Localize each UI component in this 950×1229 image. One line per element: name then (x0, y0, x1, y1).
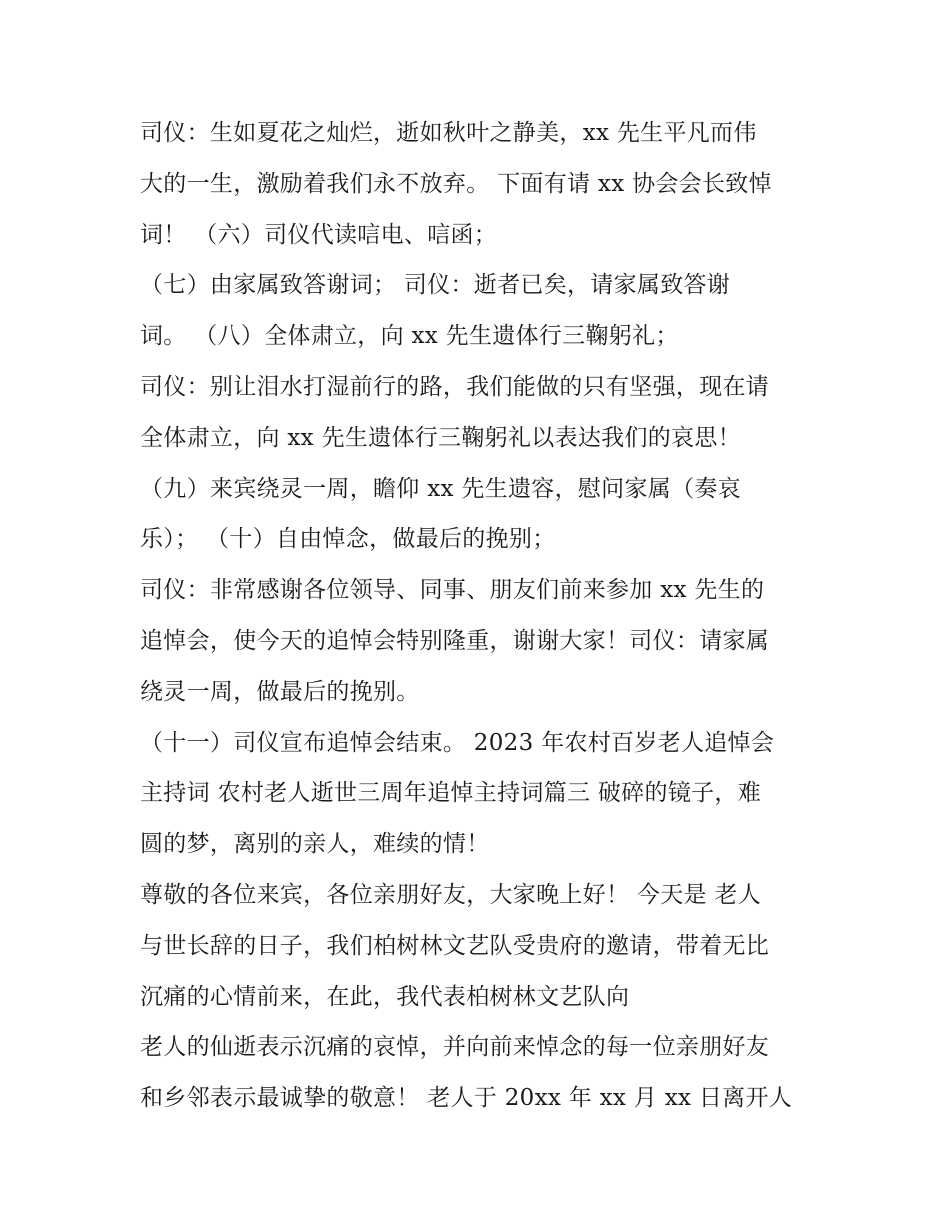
text-line: 与世长辞的日子，我们柏树林文艺队受贵府的邀请，带着无比 (140, 932, 770, 959)
text-line: 沉痛的心情前来，在此，我代表柏树林文艺队向 (140, 983, 630, 1010)
text-line: 司仪：别让泪水打湿前行的路，我们能做的只有坚强，现在请 (140, 373, 770, 400)
text-line: 圆的梦，离别的亲人，难续的情！ (140, 831, 490, 858)
text-line: 词。 （八）全体肃立，向 xx 先生遗体行三鞠躬礼； (140, 323, 679, 350)
text-line: 尊敬的各位来宾，各位亲朋好友，大家晚上好！ 今天是 老人 (140, 881, 762, 908)
text-line: （十一）司仪宣布追悼会结束。 2023 年农村百岁老人追悼会 (140, 729, 775, 756)
text-line: 司仪：生如夏花之灿烂，逝如秋叶之静美，xx 先生平凡而伟 (140, 120, 757, 146)
text-line: 全体肃立，向 xx 先生遗体行三鞠躬礼以表达我们的哀思！ (140, 424, 741, 451)
text-line: 大的一生，激励着我们永不放弃。 下面有请 xx 协会会长致悼 (140, 170, 772, 197)
body-text (140, 108, 840, 1124)
text-line: （七）由家属致答谢词； 司仪：逝者已矣，请家属致答谢 (140, 272, 731, 299)
text-line: 主持词 农村老人逝世三周年追悼主持词篇三 破碎的镜子，难 (140, 780, 762, 807)
text-line: 司仪：非常感谢各位领导、同事、朋友们前来参加 xx 先生的 (140, 577, 765, 604)
text-line: 词！ （六）司仪代读唁电、唁函； (140, 221, 498, 248)
text-line: （九）来宾绕灵一周，瞻仰 xx 先生遗容，慰问家属（奏哀 (140, 475, 741, 502)
text-line: 追悼会，使今天的追悼会特别隆重，谢谢大家！司仪：请家属 (140, 627, 770, 654)
text-line: 乐）； （十）自由悼念，做最后的挽别； (140, 526, 556, 553)
text-line: 老人的仙逝表示沉痛的哀悼，并向前来悼念的每一位亲朋好友 (140, 1034, 770, 1061)
text-line: 和乡邻表示最诚挚的敬意！ 老人于 20xx 年 xx 月 xx 日离开人 (140, 1085, 793, 1112)
text-line: 绕灵一周，做最后的挽别。 (140, 678, 420, 705)
